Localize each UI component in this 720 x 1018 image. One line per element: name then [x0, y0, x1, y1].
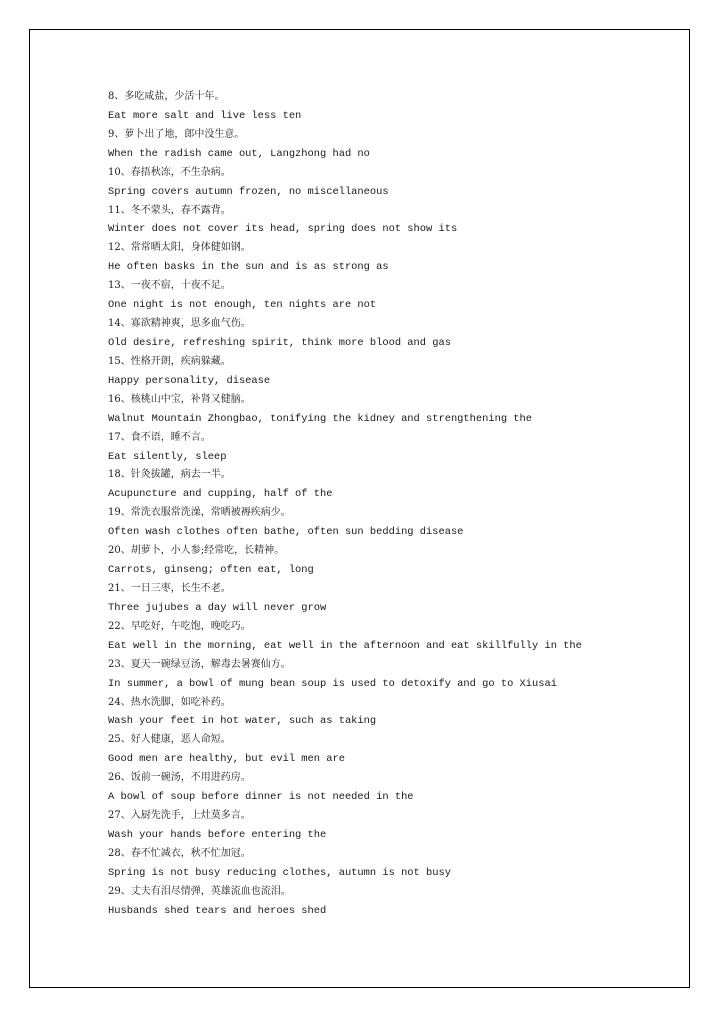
proverb-english-line: Three jujubes a day will never grow: [108, 601, 327, 614]
proverb-english-line: Eat silently, sleep: [108, 450, 227, 463]
proverb-chinese-line: 25、好人健康，恶人命短。: [108, 734, 231, 746]
proverb-english-line: In summer, a bowl of mung bean soup is used to detoxify and go to Xiusai: [108, 677, 557, 690]
proverb-chinese-line: 27、入厨先洗手，上灶莫多言。: [108, 810, 251, 822]
proverb-english-line: Wash your hands before entering the: [108, 828, 327, 841]
proverb-chinese-line: 18、针灸拔罐，病去一半。: [108, 469, 231, 481]
proverb-english-line: Old desire, refreshing spirit, think more blood and gas: [108, 336, 451, 349]
proverb-chinese-line: 21、一日三枣，长生不老。: [108, 582, 231, 594]
proverb-english-line: Happy personality, disease: [108, 374, 271, 387]
proverb-chinese-line: 19、常洗衣服常洗澡，常晒被褥疾病少。: [108, 507, 291, 519]
proverb-chinese-line: 9、萝卜出了地，郎中没生意。: [108, 128, 245, 140]
proverb-chinese-line: 20、胡萝卜，小人参;经常吃，长精神。: [108, 545, 285, 557]
proverb-chinese-line: 11、冬不蒙头，春不露背。: [108, 204, 231, 216]
proverb-english-line: Husbands shed tears and heroes shed: [108, 904, 327, 917]
proverb-list: [108, 88, 668, 921]
proverb-english-line: Carrots, ginseng; often eat, long: [108, 564, 314, 577]
proverb-chinese-line: 12、常常晒太阳，身体健如钢。: [108, 242, 251, 254]
proverb-chinese-line: 8、多吃咸盐，少活十年。: [108, 91, 225, 102]
proverb-english-line: Often wash clothes often bathe, often sun bedding disease: [108, 526, 464, 539]
proverb-english-line: Winter does not cover its head, spring does not show its: [108, 223, 458, 236]
proverb-english-line: Walnut Mountain Zhongbao, tonifying the kidney and strengthening the: [108, 412, 533, 425]
proverb-english-line: Good men are healthy, but evil men are: [108, 753, 345, 766]
proverb-chinese-line: 22、早吃好，午吃饱，晚吃巧。: [108, 620, 251, 632]
proverb-chinese-line: 26、饭前一碗汤，不用进药房。: [108, 772, 251, 784]
proverb-chinese-line: 29、丈夫有泪尽情弹，英雄流血也流泪。: [108, 885, 291, 897]
proverb-chinese-line: 16、核桃山中宝，补肾又健脑。: [108, 393, 251, 405]
proverb-english-line: Eat well in the morning, eat well in the afternoon and eat skillfully in the: [108, 639, 582, 652]
proverb-english-line: Spring is not busy reducing clothes, autumn is not busy: [108, 866, 451, 879]
proverb-chinese-line: 24、热水洗脚，如吃补药。: [108, 696, 231, 708]
proverb-chinese-line: 10、春捂秋冻，不生杂病。: [108, 166, 231, 178]
proverb-chinese-line: 13、一夜不宿，十夜不足。: [108, 280, 231, 292]
proverb-chinese-line: 23、夏天一碗绿豆汤，解毒去暑赛仙方。: [108, 658, 291, 670]
proverb-english-line: When the radish came out, Langzhong had no: [108, 147, 370, 160]
proverb-english-line: He often basks in the sun and is as strong as: [108, 261, 389, 274]
proverb-english-line: One night is not enough, ten nights are not: [108, 299, 377, 312]
proverb-chinese-line: 17、食不语，睡不言。: [108, 431, 211, 443]
proverb-english-line: Eat more salt and live less ten: [108, 109, 302, 122]
proverb-english-line: Spring covers autumn frozen, no miscellaneous: [108, 185, 389, 198]
proverb-chinese-line: 14、寡欲精神爽，思多血气伤。: [108, 318, 251, 330]
proverb-chinese-line: 28、春不忙减衣，秋不忙加冠。: [108, 847, 251, 859]
proverb-english-line: Acupuncture and cupping, half of the: [108, 488, 333, 501]
proverb-english-line: Wash your feet in hot water, such as taking: [108, 715, 377, 728]
proverb-english-line: A bowl of soup before dinner is not needed in the: [108, 791, 414, 804]
proverb-chinese-line: 15、性格开朗，疾病躲藏。: [108, 355, 231, 367]
